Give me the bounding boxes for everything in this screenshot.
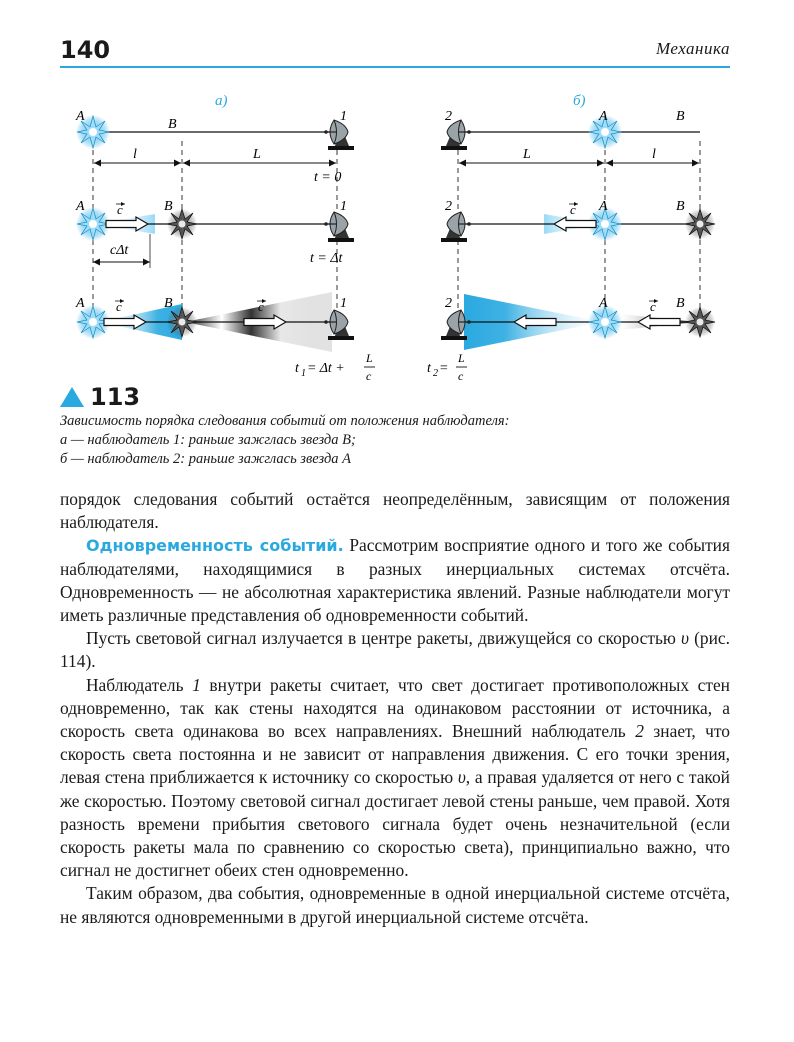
paragraph-5: Таким образом, два события, одновременные в одной инерциальной системе отсчёта, не являются одновременными в другой инерциальной системе отсчёта. [60, 883, 730, 927]
figure-113-diagram [60, 86, 740, 386]
page-header [60, 36, 730, 68]
label-observer-1: 1 [340, 296, 347, 311]
formula-t1 [295, 351, 375, 383]
dist-L: L [523, 147, 531, 162]
body-text [60, 488, 730, 929]
svg-text:L: L [458, 351, 465, 365]
label-A: A [76, 109, 85, 124]
triangle-icon [60, 387, 84, 407]
panel-b [427, 93, 715, 383]
svg-text:t: t [427, 361, 431, 376]
svg-text:=: = [439, 361, 449, 376]
paragraph-4 [60, 674, 730, 883]
svg-text:L: L [366, 351, 373, 365]
label-A: A [599, 296, 608, 311]
caption-line-a: а — наблюдатель 1: раньше зажглась звезда B; [60, 432, 356, 448]
observer-2-row1 [441, 120, 471, 150]
p3-symbol-v: υ [681, 628, 689, 649]
star-b-row3 [167, 307, 197, 337]
label-observer-2: 2 [445, 199, 452, 214]
dist-L: L [253, 147, 261, 162]
dist-l: l [652, 147, 656, 162]
time-t0: t = 0 [314, 170, 342, 185]
paragraph-3 [60, 627, 730, 673]
time-t-delta-t: t = Δt [310, 251, 343, 266]
page-number: 140 [60, 36, 111, 64]
p4-symbol-v: υ [457, 767, 466, 788]
label-B: B [676, 296, 685, 311]
p4-observer-2: 2 [635, 721, 644, 742]
observer-1-row2 [324, 212, 354, 242]
vector-c: c [570, 202, 576, 217]
svg-text:t: t [295, 361, 299, 376]
caption-line-b: б — наблюдатель 2: раньше зажглась звезда A [60, 451, 352, 467]
label-B: B [168, 117, 177, 132]
label-observer-1: 1 [340, 199, 347, 214]
svg-text:2: 2 [433, 368, 438, 379]
caption-title: Зависимость порядка следования событий от положения наблюдателя: [60, 413, 510, 429]
label-B: B [676, 109, 685, 124]
panel-a [75, 93, 375, 383]
label-A: A [599, 199, 608, 214]
label-observer-2: 2 [445, 296, 452, 311]
section-title: Механика [655, 39, 730, 58]
vector-c: c [116, 299, 122, 314]
label-A: A [599, 109, 608, 124]
label-B: B [676, 199, 685, 214]
vector-c: c [117, 202, 123, 217]
label-observer-2: 2 [445, 109, 452, 124]
svg-text:= Δt +: = Δt + [307, 361, 345, 376]
label-A: A [76, 296, 85, 311]
p4-text-c: знает, что скорость света постоянна и не зависит от направления движения. С его точки зрения, левая стена приближается к источнику со скоростью [60, 721, 730, 788]
dist-l: l [133, 147, 137, 162]
label-A: A [76, 199, 85, 214]
figure-caption [60, 382, 740, 469]
paragraph-2-text: Рассмотрим восприятие одного и того же события наблюдателями, находящимися в разных инерциальных системах отсчёта. Одновременность — не абсолютная характеристика явлений. Разные наблюдатели могут иметь различные представления об одновременности событий. [60, 535, 730, 626]
p3-text-b: (рис. 114). [60, 628, 730, 672]
svg-text:1: 1 [301, 368, 306, 379]
label-observer-1: 1 [340, 109, 347, 124]
observer-2-row2 [441, 212, 471, 242]
p4-text-d: , а правая удаляется от него с такой же скоростью. Поэтому световой сигнал достигает левой стены раньше, чем правой. Хотя разность времени прибытия светового сигнала будет очень незначительной (если скорость ракеты мала по сравнению со скоростью света), принципиально важно, что сигнал не достигнет обеих стен одновременно. [60, 767, 730, 881]
panel-a-label: а) [215, 93, 228, 109]
p4-observer-1: 1 [192, 674, 201, 695]
star-b-b-row2 [685, 209, 715, 239]
label-B: B [164, 199, 173, 214]
p4-text-a: Наблюдатель [86, 674, 193, 695]
figure-number-text: 113 [90, 383, 141, 411]
vector-c: c [258, 299, 264, 314]
paragraph-2 [60, 534, 730, 627]
formula-t2 [427, 351, 467, 383]
label-B: B [164, 296, 173, 311]
paragraph-1: порядок следования событий остаётся неопределённым, зависящим от положения наблюдателя. [60, 489, 730, 533]
svg-text:c: c [458, 369, 464, 383]
term-simultaneity: Одновременность событий. [86, 536, 344, 556]
p4-text-b: внутри ракеты считает, что свет достигает противоположных стен одновременно, так как стены находятся на одинаковом расстоянии от источника, а скорость света одинакова во всех направлениях. Внешний наблюдатель [60, 674, 730, 742]
p3-text-a: Пусть световой сигнал излучается в центре ракеты, движущейся со скоростью [86, 628, 682, 649]
panel-b-label: б) [573, 93, 586, 109]
svg-text:c: c [366, 369, 372, 383]
vector-c: c [650, 299, 656, 314]
dist-c-delta-t: cΔt [110, 243, 129, 258]
figure-number [60, 382, 740, 412]
observer-1-row1 [324, 120, 354, 150]
star-b-b-row3 [685, 307, 715, 337]
